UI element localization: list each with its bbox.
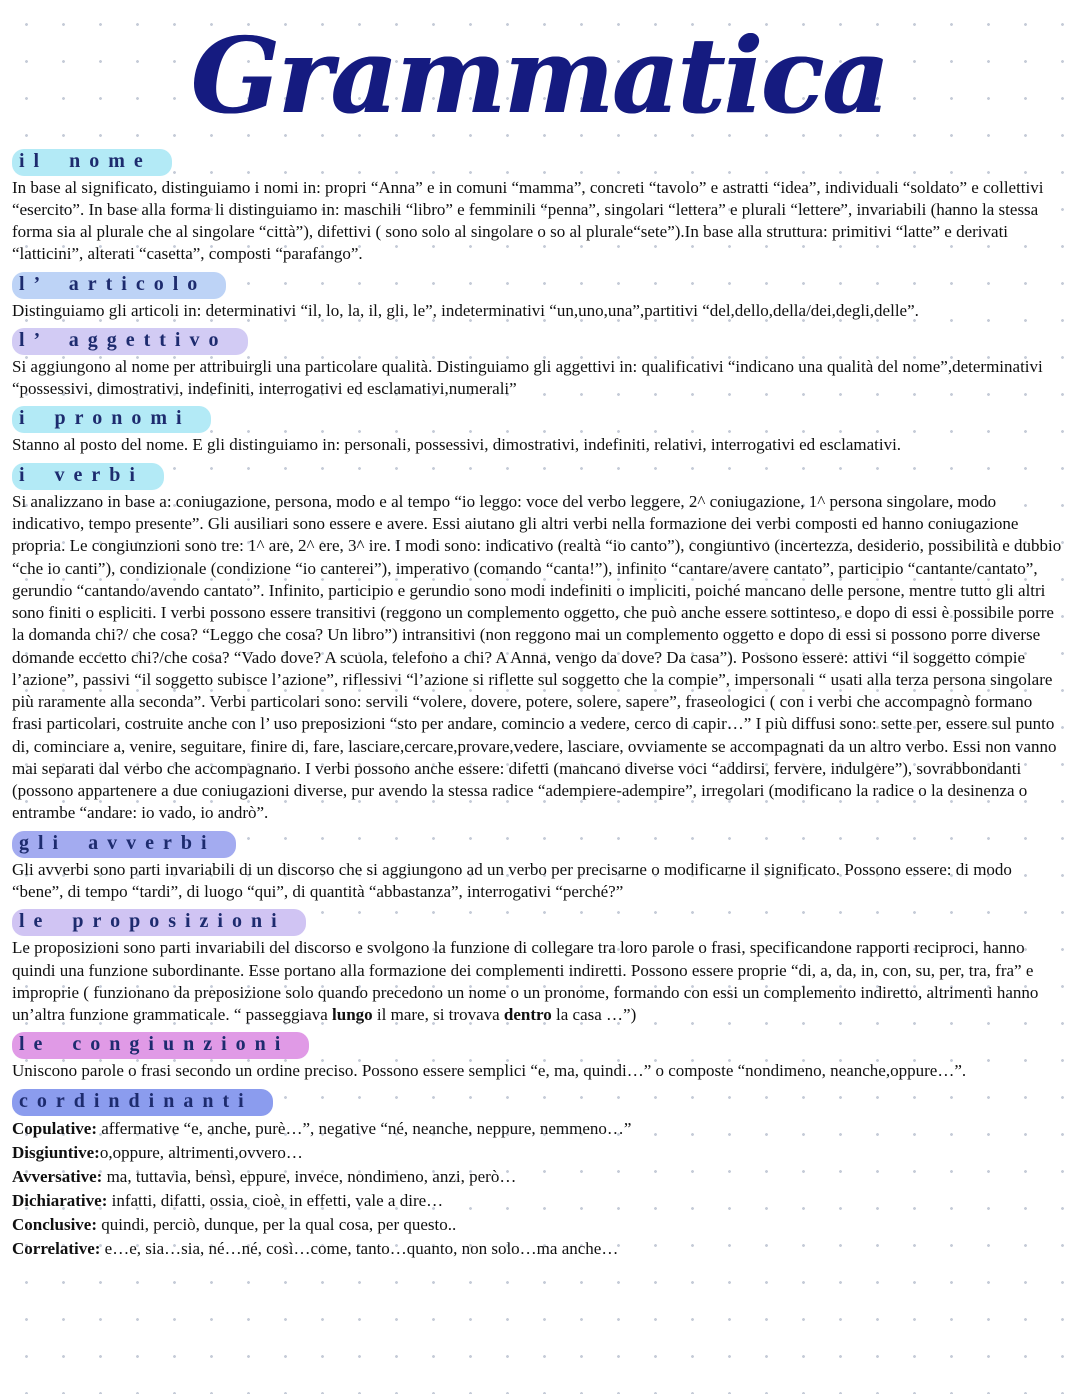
page-title: Grammatica	[190, 14, 888, 137]
bold-text-run: Dichiarative:	[12, 1190, 108, 1210]
section-body-congiunzioni: Uniscono parole o frasi secondo un ordine preciso. Possono essere semplici “e, ma, quindi…” o composte “nondimeno, neanche,oppure…”.	[12, 1061, 967, 1081]
text-run: infatti, difatti, ossia, cioè, in effetti, vale a dire…	[107, 1190, 444, 1210]
text-run: la casa …”)	[551, 1005, 637, 1025]
list-line	[12, 1213, 1066, 1237]
list-line	[12, 1117, 1066, 1141]
section-body-il-nome: In base al significato, distinguiamo i nomi in: propri “Anna” e in comuni “mamma”, concreti “tavolo” e astratti “idea”, individuali “soldato” e collettivi “esercito”. In base alla forma li distinguiamo in: maschili “libro” e femminili “penna”, singolari “lettera” e plurali “lettere”, invariabili (hanno la stessa forma sia al plurale che al singolare “città”), difettivi ( sono solo al singolare o so al plurale“sete”).In base alla struttura: primitivi “latte” e derivati “latticini”, alterati “casetta”, composti “parafango”.	[12, 177, 1044, 264]
list-line	[12, 1237, 1066, 1261]
section-heading-proposizioni: le proposizioni	[12, 909, 306, 936]
section-avverbi	[12, 828, 1066, 904]
section-verbi	[12, 460, 1066, 825]
bold-text-run: Correlative:	[12, 1239, 101, 1259]
text-run: ma, tuttavia, bensì, eppure, invece, nondimeno, anzi, però…	[102, 1166, 517, 1186]
section-heading-cordindinanti: cordindinanti	[12, 1089, 273, 1116]
section-congiunzioni	[12, 1029, 1066, 1082]
section-heading-aggettivo: l’ aggettivo	[12, 328, 248, 355]
section-body-pronomi: Stanno al posto del nome. E gli distinguiamo in: personali, possessivi, dimostrativi, indefiniti, relativi, interrogativi ed esclamativi.	[12, 435, 902, 455]
text-run: Le proposizioni sono parti invariabili del discorso e svolgono la funzione di collegare tra loro parole o frasi, specificandone rapporti reciproci, hanno quindi una funzione subordinante. Esse portano alla formazione dei complementi indiretti. Possono essere proprie “di, a, da, in, con, su, per, tra, fra” e improprie ( funzionano da preposizione solo quando precedono un nome o un pronome, formando con essi un complemento indiretto, altrimenti hanno un’altra funzione grammaticale. “ passeggiava	[12, 938, 1039, 1025]
section-proposizioni	[12, 906, 1066, 1026]
section-heading-articolo: l’ articolo	[12, 272, 226, 299]
section-pronomi	[12, 403, 1066, 456]
text-run: e…e, sia…sia, né…né, così…come, tanto…quanto, non solo…ma anche…	[100, 1239, 619, 1259]
text-run: o,oppure, altrimenti,ovvero…	[99, 1142, 303, 1162]
section-body-cordindinanti	[12, 1117, 1066, 1262]
bold-text-run: dentro	[503, 1005, 552, 1025]
section-body-proposizioni	[12, 937, 1066, 1026]
section-body-avverbi: Gli avverbi sono parti invariabili di un discorso che si aggiungono ad un verbo per precisarne o modificarne il significato. Possono essere: di modo “bene”, di tempo “tardi”, di luogo “qui”, di quantità “abbastanza”, interrogativi “perché?”	[12, 859, 1012, 901]
section-body-articolo: Distinguiamo gli articoli in: determinativi “il, lo, la, il, gli, le”, indeterminativi “un,uno,una”,partitivi “del,dello,della/dei,degli,delle”.	[12, 300, 919, 320]
bold-text-run: lungo	[332, 1005, 373, 1025]
list-line	[12, 1141, 1066, 1165]
list-line	[12, 1189, 1066, 1213]
section-heading-pronomi: i pronomi	[12, 406, 211, 433]
text-run: affermative “e, anche, purè…”, negative “né, neanche, neppure, nemmeno…”	[97, 1118, 632, 1138]
section-heading-il-nome: il nome	[12, 149, 172, 176]
section-heading-congiunzioni: le congiunzioni	[12, 1032, 309, 1059]
section-aggettivo	[12, 325, 1066, 401]
section-cordindinanti	[12, 1086, 1066, 1262]
section-body-verbi: Si analizzano in base a: coniugazione, persona, modo e al tempo “io leggo: voce del verbo leggere, 2^ coniugazione, 1^ persona singolare, modo indicativo, tempo presente”. Gli ausiliari sono essere e avere. Essi aiutano gli altri verbi nella formazione dei verbi composti ed hanno coniugazione propria. Le congiunzioni sono tre: 1^ are, 2^ ere, 3^ ire. I modi sono: indicativo (realtà “io canto”), congiuntivo (incertezza, desiderio, possibilità e dubbio “che io canti”), condizionale (condizione “io canterei”), imperativo (comando “canta!”), infinito “cantare/avere cantato”, participio “cantante/cantato”, gerundio “cantando/avendo cantato”. Infinito, participio e gerundio sono modi indefiniti o impliciti, poiché mancano delle persone, mentre tutto gli altri sono finiti o espliciti. I verbi possono essere transitivi (reggono un complemento oggetto, che può anche essere sottinteso, e dopo di essi è possibile porre la domanda chi?/ che cosa? “Leggo che cosa? Un libro”) intransitivi (non reggono mai un complemento oggetto e dopo di essi si possono porre diverse domande eccetto chi?/che cosa? “Vado dove? A scuola, telefono a chi? A Anna, vengo da dove? Da casa”). Possono essere: attivi “il soggetto compie l’azione”, passivi “il soggetto subisce l’azione”, riflessivi “l’azione si riflette sul soggetto che la compie”, impersonali “ usati alla terza persona singolare più raramente alla seconda”. Verbi particolari sono: servili “volere, dovere, potere, solere, sapere”, fraseologici ( con i verbi che accompagnò formano frasi particolari, costruite anche con l’ uso preposizioni “sto per andare, comincio a vedere, cerco di capir…” I più diffusi sono: sette per, essere sul punto di, cominciare a, venire, seguitare, finire di, fare, lasciare,cercare,provare,vedere, lasciare, ovviamente se accompagnati da un altro verbo. Essi non vanno mai separati dal verbo che accompagnano. I verbi possono anche essere: difetti (mancano diverse voci “addirsi, fervere, indulgere”), sovrabbondanti (possono appartenere a due coniugazioni diverse, pur avendo la stessa radice “adempiere-adempire”, irregolari (modificano la radice o la desinenza o entrambe “andare: io vado, io andrò”.	[12, 491, 1062, 823]
section-il-nome	[12, 146, 1066, 266]
section-articolo	[12, 269, 1066, 322]
section-heading-verbi: i verbi	[12, 463, 164, 490]
section-heading-avverbi: gli avverbi	[12, 831, 236, 858]
bold-text-run: Conclusive:	[12, 1215, 97, 1235]
section-body-aggettivo: Si aggiungono al nome per attribuirgli una particolare qualità. Distinguiamo gli aggettivi in: qualificativi “indicano una qualità del nome”,determinativi “possessivi, dimostrativi, indefiniti, interrogativi ed esclamativi,numerali”	[12, 356, 1043, 399]
bold-text-run: Avversative:	[12, 1166, 103, 1186]
bold-text-run: Copulative:	[12, 1118, 97, 1138]
bold-text-run: Disgiuntive:	[12, 1142, 100, 1162]
text-run: quindi, perciò, dunque, per la qual cosa, per questo..	[97, 1215, 457, 1235]
text-run: il mare, si trovava	[372, 1005, 504, 1025]
list-line	[12, 1165, 1066, 1189]
